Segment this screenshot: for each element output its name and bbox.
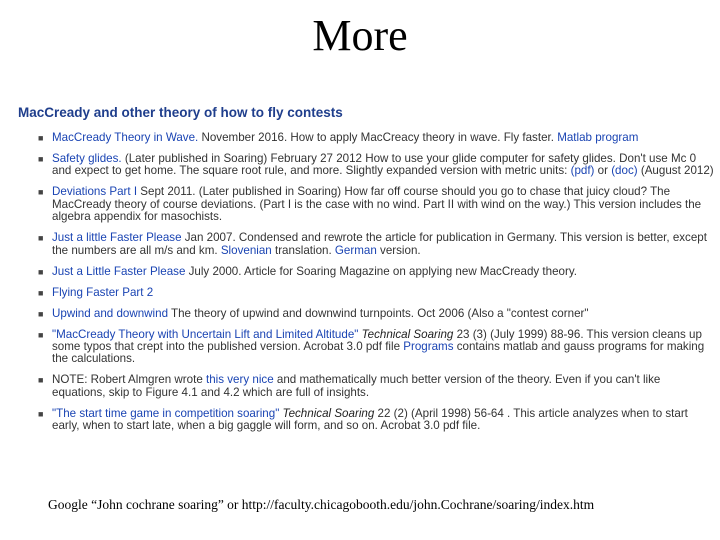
bullet-icon: ■ <box>38 266 44 277</box>
bullet-icon: ■ <box>38 408 44 419</box>
article-link[interactable]: Deviations Part I <box>52 185 138 199</box>
article-link[interactable]: Safety glides. <box>52 152 122 165</box>
item-text: 22 (2) (April 1998) 56-64 . This article analyzes when to start early, when to start late, when a big gaggle will form, and so on. Acrobat 3.0 pdf file. <box>52 406 688 433</box>
german-link[interactable]: German <box>334 243 377 257</box>
item-text: translation. <box>271 243 335 257</box>
list-item <box>18 308 716 320</box>
list-item <box>18 329 716 366</box>
list-item <box>18 266 716 278</box>
article-link[interactable]: "The start time game in competition soaring" <box>52 406 280 420</box>
item-text: or <box>594 164 612 178</box>
webpage-excerpt <box>18 104 716 441</box>
article-link[interactable]: "MacCready Theory with Uncertain Lift and Limited Altitude" <box>52 327 359 341</box>
bullet-icon: ■ <box>38 329 44 340</box>
article-link[interactable]: Just a Little Faster Please <box>52 264 186 278</box>
article-list <box>18 132 716 433</box>
item-text: 23 (3) (July 1999) 88-96. This version cleans up some typos that crept into the published version. Acrobat 3.0 pdf file <box>52 327 702 354</box>
item-text: Sept 2011. (Later published in Soaring) How far off course should you go to chase that juicy cloud? The MacCready theory of course deviations. (Part I is the case with no wind. Part II with wind on the way.) This version includes the algebra appendix for masochists. <box>52 185 702 224</box>
item-text: November 2016. How to apply MacCreacy theory in wave. Fly faster. <box>198 131 558 144</box>
bullet-icon: ■ <box>38 133 44 143</box>
list-item <box>18 232 716 257</box>
item-text: July 2000. Article for Soaring Magazine on applying new MacCready theory. <box>185 264 577 278</box>
list-item <box>18 153 716 178</box>
journal-name: Technical Soaring <box>279 406 375 420</box>
item-text: version. <box>376 243 421 257</box>
slovenian-link[interactable]: Slovenian <box>220 243 272 257</box>
bullet-icon: ■ <box>38 154 44 164</box>
list-item <box>18 374 716 399</box>
section-heading: MacCready and other theory of how to fly contests <box>18 105 343 120</box>
doc-link[interactable]: (doc) <box>611 164 638 178</box>
item-text: and mathematically much better version of the theory. Even if you can't like equations, skip to Figure 4.1 and 4.2 which are full of insights. <box>52 373 661 399</box>
article-link[interactable]: Upwind and downwind <box>52 306 169 320</box>
bullet-icon: ■ <box>38 287 44 298</box>
article-link[interactable]: Just a little Faster Please <box>52 231 182 245</box>
list-item <box>18 186 716 223</box>
item-text: contains matlab and gauss programs for making the calculations. <box>52 340 705 366</box>
footer-reference: Google “John cochrane soaring” or http://faculty.chicagobooth.edu/john.Cochrane/soaring/index.htm <box>48 497 595 512</box>
matlab-program-link[interactable]: Matlab program <box>557 131 639 144</box>
article-link[interactable]: MacCready Theory in Wave. <box>52 131 199 144</box>
pdf-link[interactable]: (pdf) <box>570 164 595 178</box>
item-text: (August 2012) <box>637 164 714 178</box>
article-link[interactable]: Flying Faster Part 2 <box>52 285 154 299</box>
bullet-icon: ■ <box>38 375 44 386</box>
slide-title: More <box>312 11 408 60</box>
list-item <box>18 287 716 299</box>
item-text: The theory of upwind and downwind turnpoints. Oct 2006 (Also a "contest corner" <box>168 306 589 320</box>
bullet-icon: ■ <box>38 308 44 319</box>
item-text: NOTE: Robert Almgren wrote <box>52 373 206 387</box>
list-item <box>18 132 716 144</box>
item-text: (Later published in Soaring) February 27 2012 How to use your glide computer for safety glides. Don't use Mc 0 and expect to get home. The square root rule, and more. Slightly expanded version with metric units: <box>52 152 697 178</box>
item-text: Jan 2007. Condensed and rewrote the article for publication in Germany. This version is better, except the numbers are all m/s and km. <box>52 231 707 257</box>
journal-name: Technical Soaring <box>358 327 454 341</box>
article-link[interactable]: this very nice <box>206 373 274 387</box>
programs-link[interactable]: Programs <box>403 340 454 354</box>
list-item <box>18 408 716 433</box>
bullet-icon: ■ <box>38 233 44 244</box>
bullet-icon: ■ <box>38 187 44 198</box>
